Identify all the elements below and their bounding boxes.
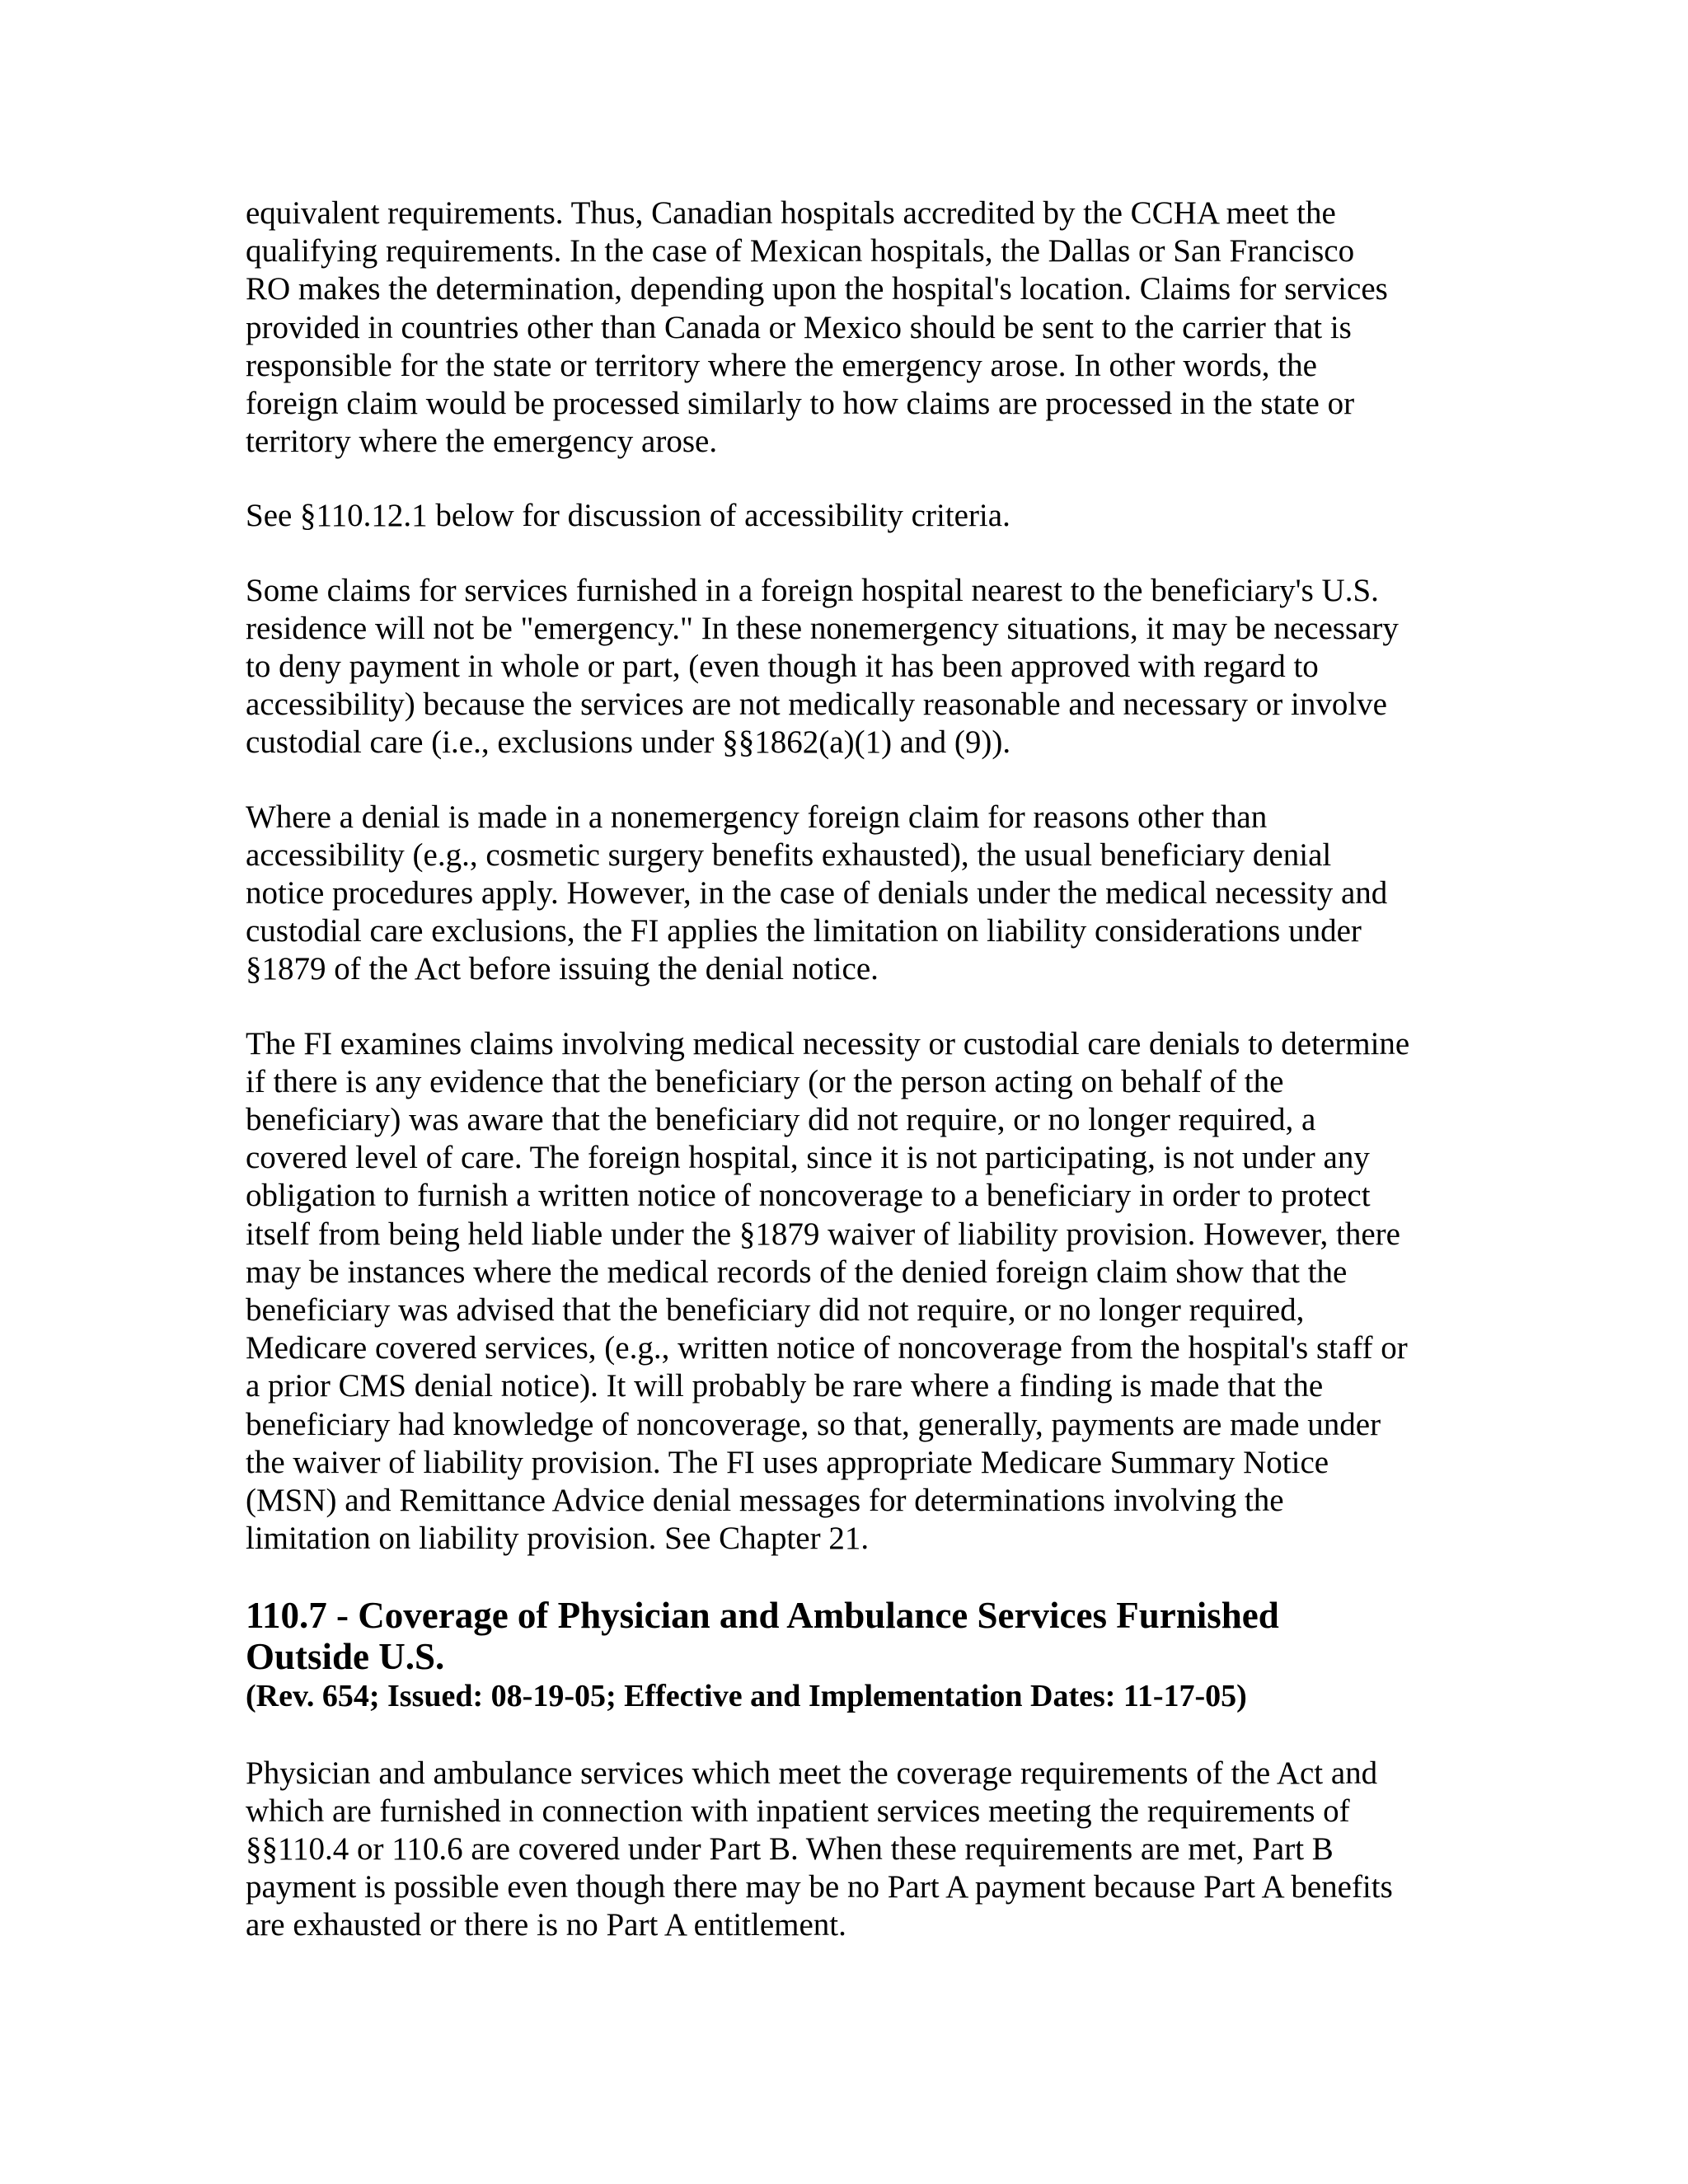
paragraph-liability-examination: The FI examines claims involving medical necessity or custodial care denials to determine if there is any evidence that the beneficiary (or the person acting on behalf of the beneficiary) was aware that the beneficiary did not require, or no longer required, a covered level of care. The foreign hospital, since it is not participating, is not under any obligation to furnish a written notice of noncoverage to a beneficiary in order to protect itself from being held liable under the §1879 waiver of liability provision. However, there may be instances where the medical records of the denied foreign claim show that the beneficiary was advised that the beneficiary did not require, or no longer required, Medicare covered services, (e.g., written notice of noncoverage from the hospital's staff or a prior CMS denial notice). It will probably be rare where a finding is made that the beneficiary had knowledge of noncoverage, so that, generally, payments are made under the waiver of liability provision. The FI uses appropriate Medicare Summary Notice (MSN) and Remittance Advice denial messages for determinations involving the limitation on liability provision. See Chapter 21. [246,1025,1410,1557]
document-page [246,194,1442,1981]
section-body-paragraph: Physician and ambulance services which meet the coverage requirements of the Act and which are furnished in connection with inpatient services meeting the requirements of §§110.4 or 110.6 are covered under Part B. When these requirements are met, Part B payment is possible even though there may be no Part A payment because Part A benefits are exhausted or there is no Part A entitlement. [246,1755,1393,1943]
revision-line: (Rev. 654; Issued: 08-19-05; Effective and Implementation Dates: 11-17-05) [246,1678,1247,1713]
paragraph-accessibility-reference: See §110.12.1 below for discussion of accessibility criteria. [246,498,1010,534]
paragraph-nonemergency-claims: Some claims for services furnished in a foreign hospital nearest to the beneficiary's U.S. residence will not be "emergency." In these nonemergency situations, it may be necessary to deny payment in whole or part, (even though it has been approved with regard to accessibility) because the services are not medically reasonable and necessary or involve custodial care (i.e., exclusions under §§1862(a)(1) and (9)). [246,572,1399,761]
paragraph-denial-notice: Where a denial is made in a nonemergency foreign claim for reasons other than accessibility (e.g., cosmetic surgery benefits exhausted), the usual beneficiary denial notice procedures apply. However, in the case of denials under the medical necessity and custodial care exclusions, the FI applies the limitation on liability considerations under §1879 of the Act before issuing the denial notice. [246,799,1388,987]
paragraph-foreign-hospitals: equivalent requirements. Thus, Canadian hospitals accredited by the CCHA meet the qualifying requirements. In the case of Mexican hospitals, the Dallas or San Francisco RO makes the determination, depending upon the hospital's location. Claims for services provided in countries other than Canada or Mexico should be sent to the carrier that is responsible for the state or territory where the emergency arose. In other words, the foreign claim would be processed similarly to how claims are processed in the state or territory where the emergency arose. [246,195,1388,460]
section-heading: 110.7 - Coverage of Physician and Ambulance Services Furnished Outside U.S. [246,1594,1279,1677]
